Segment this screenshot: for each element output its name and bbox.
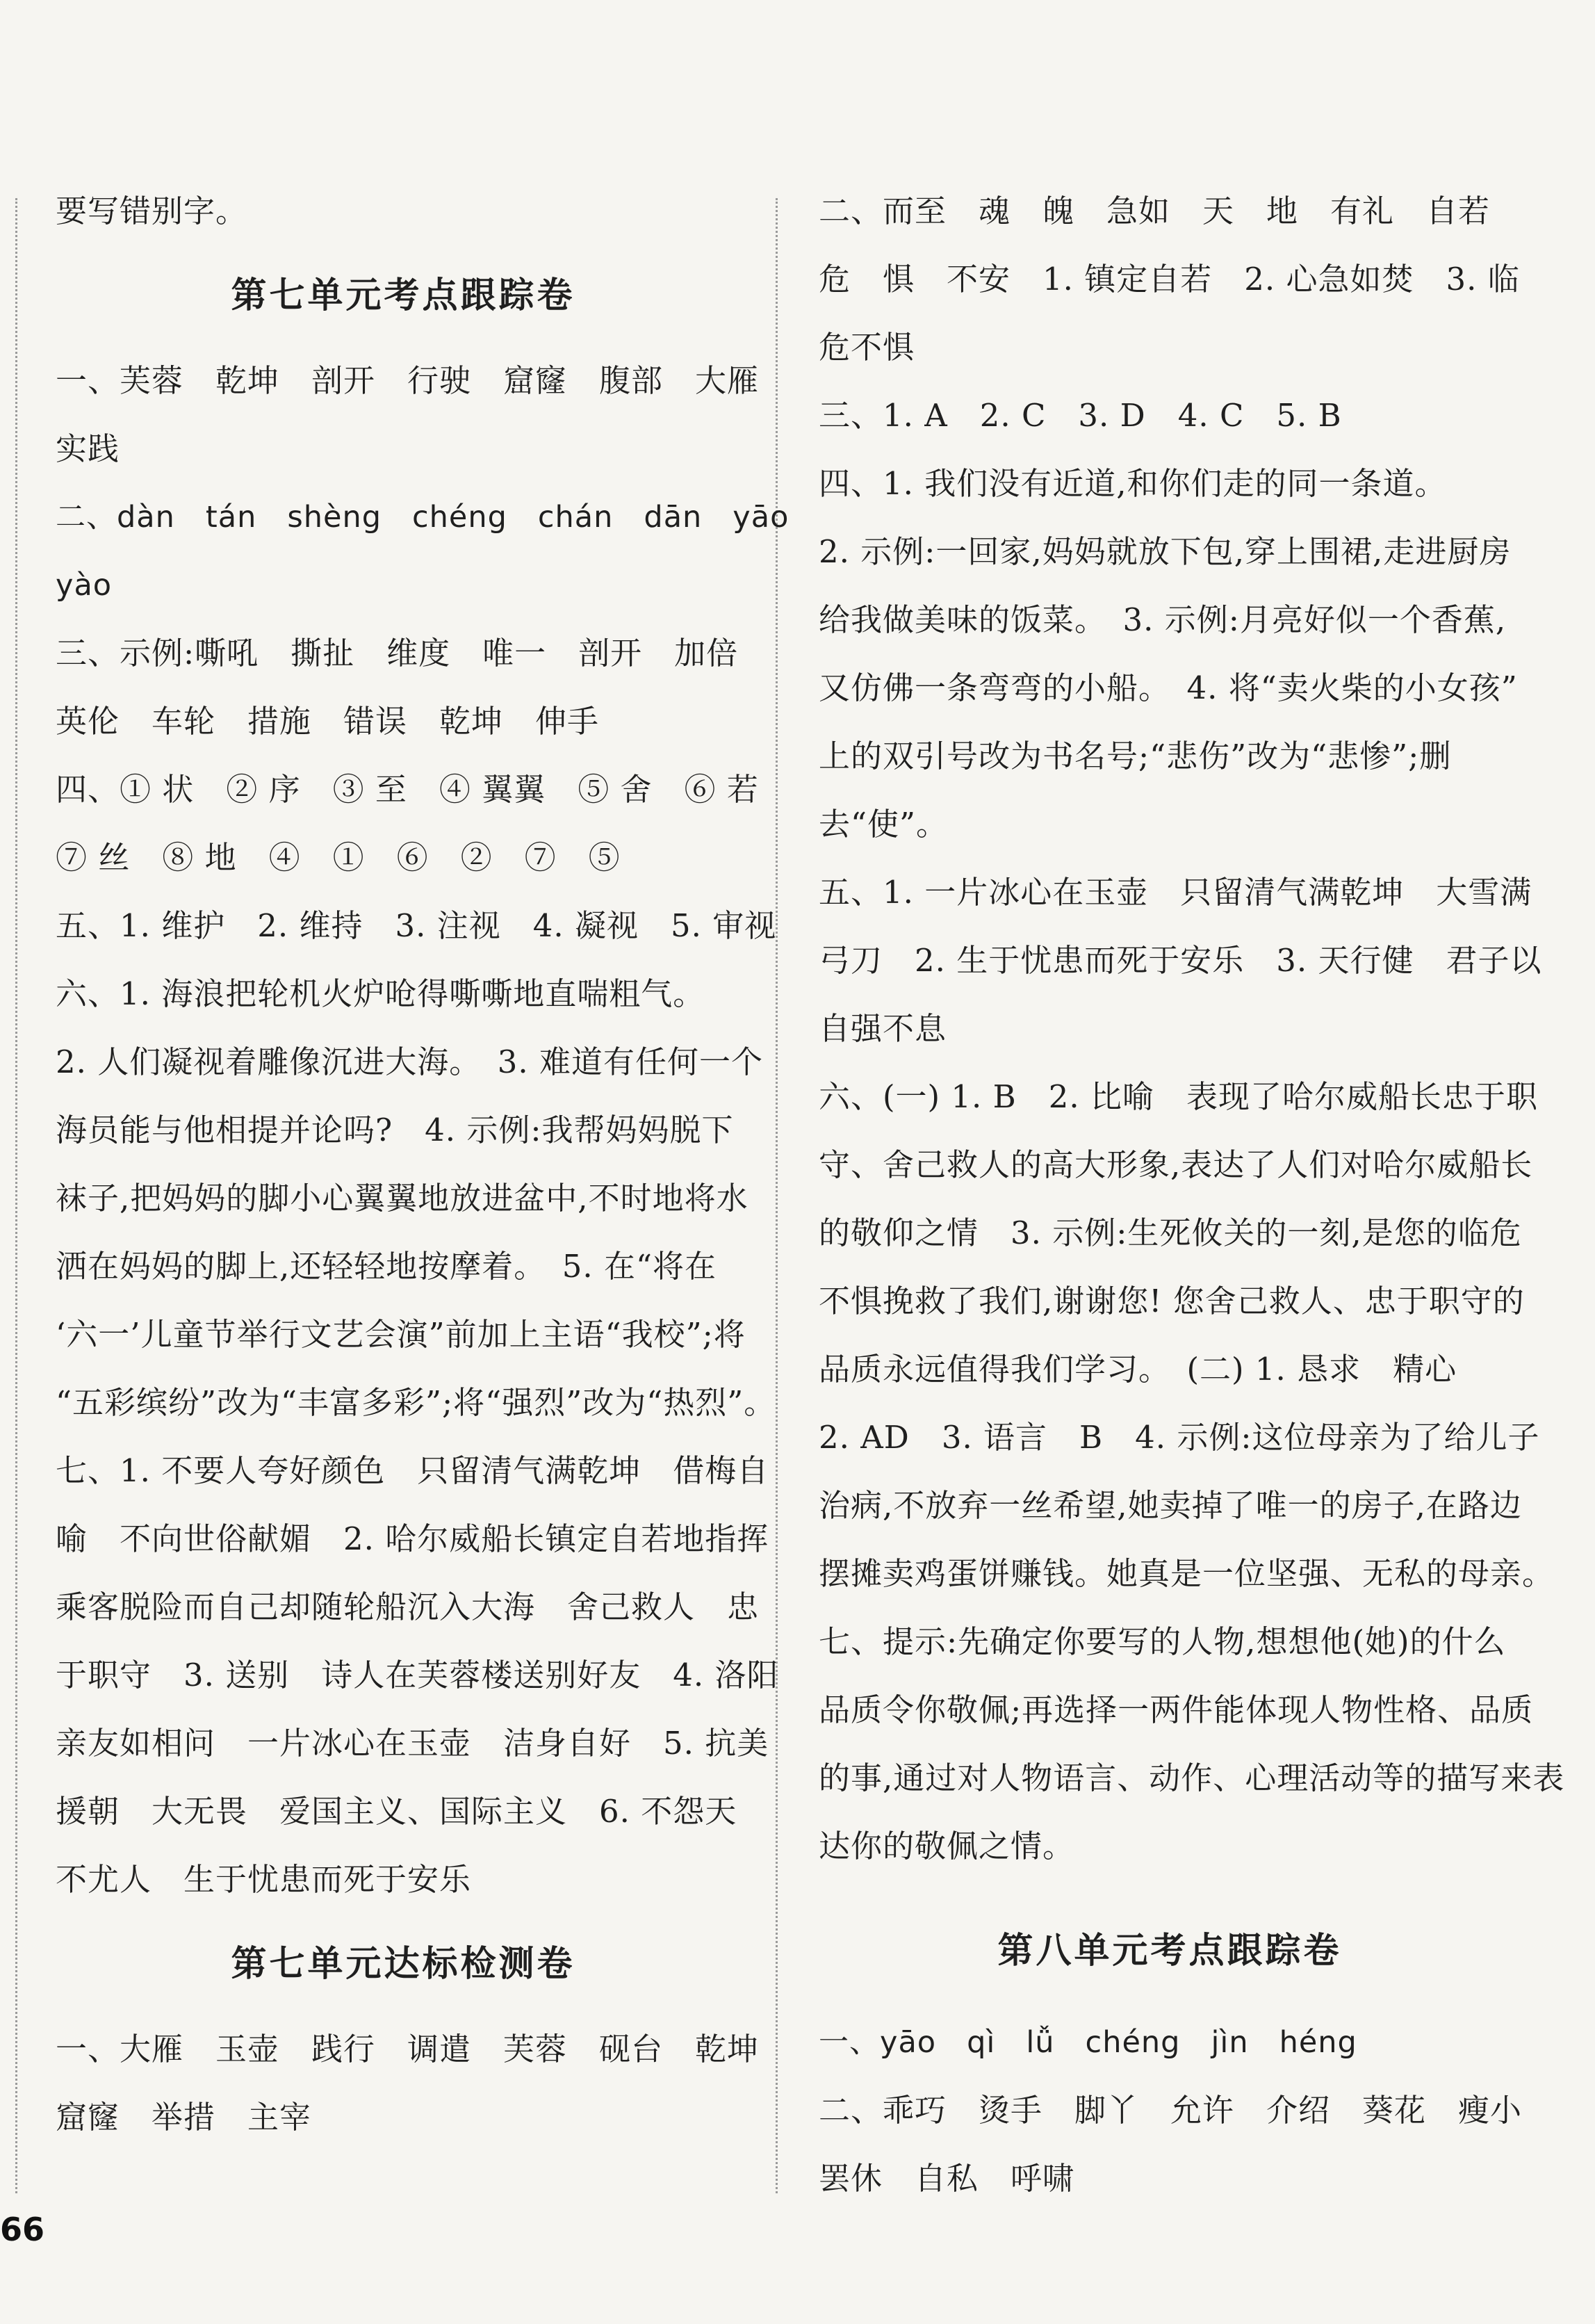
text-line: 一、芙蓉 乾坤 剖开 行驶 窟窿 腹部 大雁 bbox=[56, 362, 760, 399]
text-line: 七、提示:先确定你要写的人物,想想他(她)的什么 bbox=[819, 1623, 1506, 1660]
text-line: 上的双引号改为书名号;“悲伤”改为“悲惨”;删 bbox=[819, 738, 1452, 774]
text-line: 又仿佛一条弯弯的小船。 4. 将“卖火柴的小女孩” bbox=[819, 669, 1518, 706]
text-line: 去“使”。 bbox=[819, 806, 949, 843]
text-line: 四、① 状 ② 序 ③ 至 ④ 翼翼 ⑤ 舍 ⑥ 若 bbox=[56, 771, 759, 808]
text-line: 实践 bbox=[56, 430, 120, 467]
text-line: 喻 不向世俗献媚 2. 哈尔威船长镇定自若地指挥 bbox=[56, 1520, 769, 1557]
text-line: 海员能与他相提并论吗? 4. 示例:我帮妈妈脱下 bbox=[56, 1112, 734, 1148]
text-line: 六、1. 海浪把轮机火炉呛得嘶嘶地直喘粗气。 bbox=[56, 975, 705, 1012]
text-line: 二、而至 魂 魄 急如 天 地 有礼 自若 bbox=[819, 193, 1491, 229]
text-line: 治病,不放弃一丝希望,她卖掉了唯一的房子,在路边 bbox=[819, 1487, 1522, 1524]
text-line: 袜子,把妈妈的脚小心翼翼地放进盆中,不时地将水 bbox=[56, 1180, 749, 1217]
text-line: 四、1. 我们没有近道,和你们走的同一条道。 bbox=[819, 465, 1447, 502]
text-line: 洒在妈妈的脚上,还轻轻地按摩着。 5. 在“将在 bbox=[56, 1248, 717, 1285]
text-line: 于职守 3. 送别 诗人在芙蓉楼送别好友 4. 洛阳 bbox=[56, 1657, 779, 1693]
text-line: 五、1. 维护 2. 维持 3. 注视 4. 凝视 5. 审视 bbox=[56, 907, 777, 944]
text-line: 不惧挽救了我们,谢谢您! 您舍己救人、忠于职守的 bbox=[819, 1283, 1525, 1319]
text-line: ‘六一’儿童节举行文艺会演”前加上主语“我校”;将 bbox=[56, 1316, 746, 1353]
text-line: 的敬仰之情 3. 示例:生死攸关的一刻,是您的临危 bbox=[819, 1214, 1522, 1251]
pinyin-line: 一、yāo qì lǚ chéng jìn héng bbox=[819, 2025, 1357, 2060]
left-column bbox=[56, 177, 790, 2152]
text-line: 英伦 车轮 措施 错误 乾坤 伸手 bbox=[56, 703, 600, 740]
text-line: 二、乖巧 烫手 脚丫 允许 介绍 葵花 瘦小 bbox=[819, 2092, 1523, 2129]
text-line: 危不惧 bbox=[819, 329, 915, 366]
text-line: 五、1. 一片冰心在玉壶 只留清气满乾坤 大雪满 bbox=[819, 874, 1532, 911]
column-divider bbox=[776, 198, 778, 2193]
pinyin-line: yào bbox=[56, 568, 113, 603]
pinyin-line: 二、dàn tán shèng chéng chán dān yāo bbox=[56, 500, 790, 535]
text-line: 2. 示例:一回家,妈妈就放下包,穿上围裙,走进厨房 bbox=[819, 533, 1512, 570]
text-line: 弓刀 2. 生于忧患而死于安乐 3. 天行健 君子以 bbox=[819, 942, 1542, 979]
text-line: 三、示例:嘶吼 撕扯 维度 唯一 剖开 加倍 bbox=[56, 635, 739, 672]
text-line: 罢休 自私 呼啸 bbox=[819, 2160, 1075, 2197]
text-line: 的事,通过对人物语言、动作、心理活动等的描写来表 bbox=[819, 1760, 1565, 1796]
text-line: 2. 人们凝视着雕像沉进大海。 3. 难道有任何一个 bbox=[56, 1043, 763, 1080]
right-column bbox=[819, 177, 1565, 2213]
text-line: 要写错别字。 bbox=[56, 193, 248, 229]
text-line: 一、大雁 玉壶 践行 调遣 芙蓉 砚台 乾坤 bbox=[56, 2031, 760, 2067]
text-line: 三、1. A 2. C 3. D 4. C 5. B bbox=[819, 397, 1342, 434]
text-line: 七、1. 不要人夸好颜色 只留清气满乾坤 借梅自 bbox=[56, 1452, 769, 1489]
text-line: 不尤人 生于忧患而死于安乐 bbox=[56, 1861, 472, 1898]
section-heading: 第八单元考点跟踪卷 bbox=[997, 1931, 1342, 1972]
text-line: 2. AD 3. 语言 B 4. 示例:这位母亲为了给儿子 bbox=[819, 1419, 1540, 1456]
text-line: 品质永远值得我们学习。 (二) 1. 恳求 精心 bbox=[819, 1351, 1457, 1388]
left-margin-rule bbox=[15, 198, 17, 2193]
text-line: 给我做美味的饭菜。 3. 示例:月亮好似一个香蕉, bbox=[819, 601, 1507, 638]
text-line: 乘客脱险而自己却随轮船沉入大海 舍己救人 忠 bbox=[56, 1588, 760, 1625]
text-line: 危 惧 不安 1. 镇定自若 2. 心急如焚 3. 临 bbox=[819, 261, 1520, 298]
text-line: 守、舍己救人的高大形象,表达了人们对哈尔威船长 bbox=[819, 1146, 1533, 1183]
text-line: 达你的敬佩之情。 bbox=[819, 1828, 1075, 1864]
text-line: 窟窿 举措 主宰 bbox=[56, 2099, 312, 2136]
text-line: ⑦ 丝 ⑧ 地 ④ ① ⑥ ② ⑦ ⑤ bbox=[56, 839, 621, 876]
text-line: 自强不息 bbox=[819, 1010, 947, 1047]
text-line: 摆摊卖鸡蛋饼赚钱。她真是一位坚强、无私的母亲。 bbox=[819, 1555, 1555, 1592]
text-line: 品质令你敬佩;再选择一两件能体现人物性格、品质 bbox=[819, 1691, 1534, 1728]
page-number: 66 bbox=[0, 2211, 45, 2248]
text-line: “五彩缤纷”改为“丰富多彩”;将“强烈”改为“热烈”。 bbox=[56, 1384, 776, 1421]
section-heading: 第七单元达标检测卷 bbox=[231, 1944, 575, 1985]
section-heading: 第七单元考点跟踪卷 bbox=[231, 275, 575, 316]
text-line: 援朝 大无畏 爱国主义、国际主义 6. 不怨天 bbox=[56, 1793, 737, 1830]
text-line: 亲友如相问 一片冰心在玉壶 洁身自好 5. 抗美 bbox=[56, 1725, 769, 1762]
text-line: 六、(一) 1. B 2. 比喻 表现了哈尔威船长忠于职 bbox=[819, 1078, 1538, 1115]
